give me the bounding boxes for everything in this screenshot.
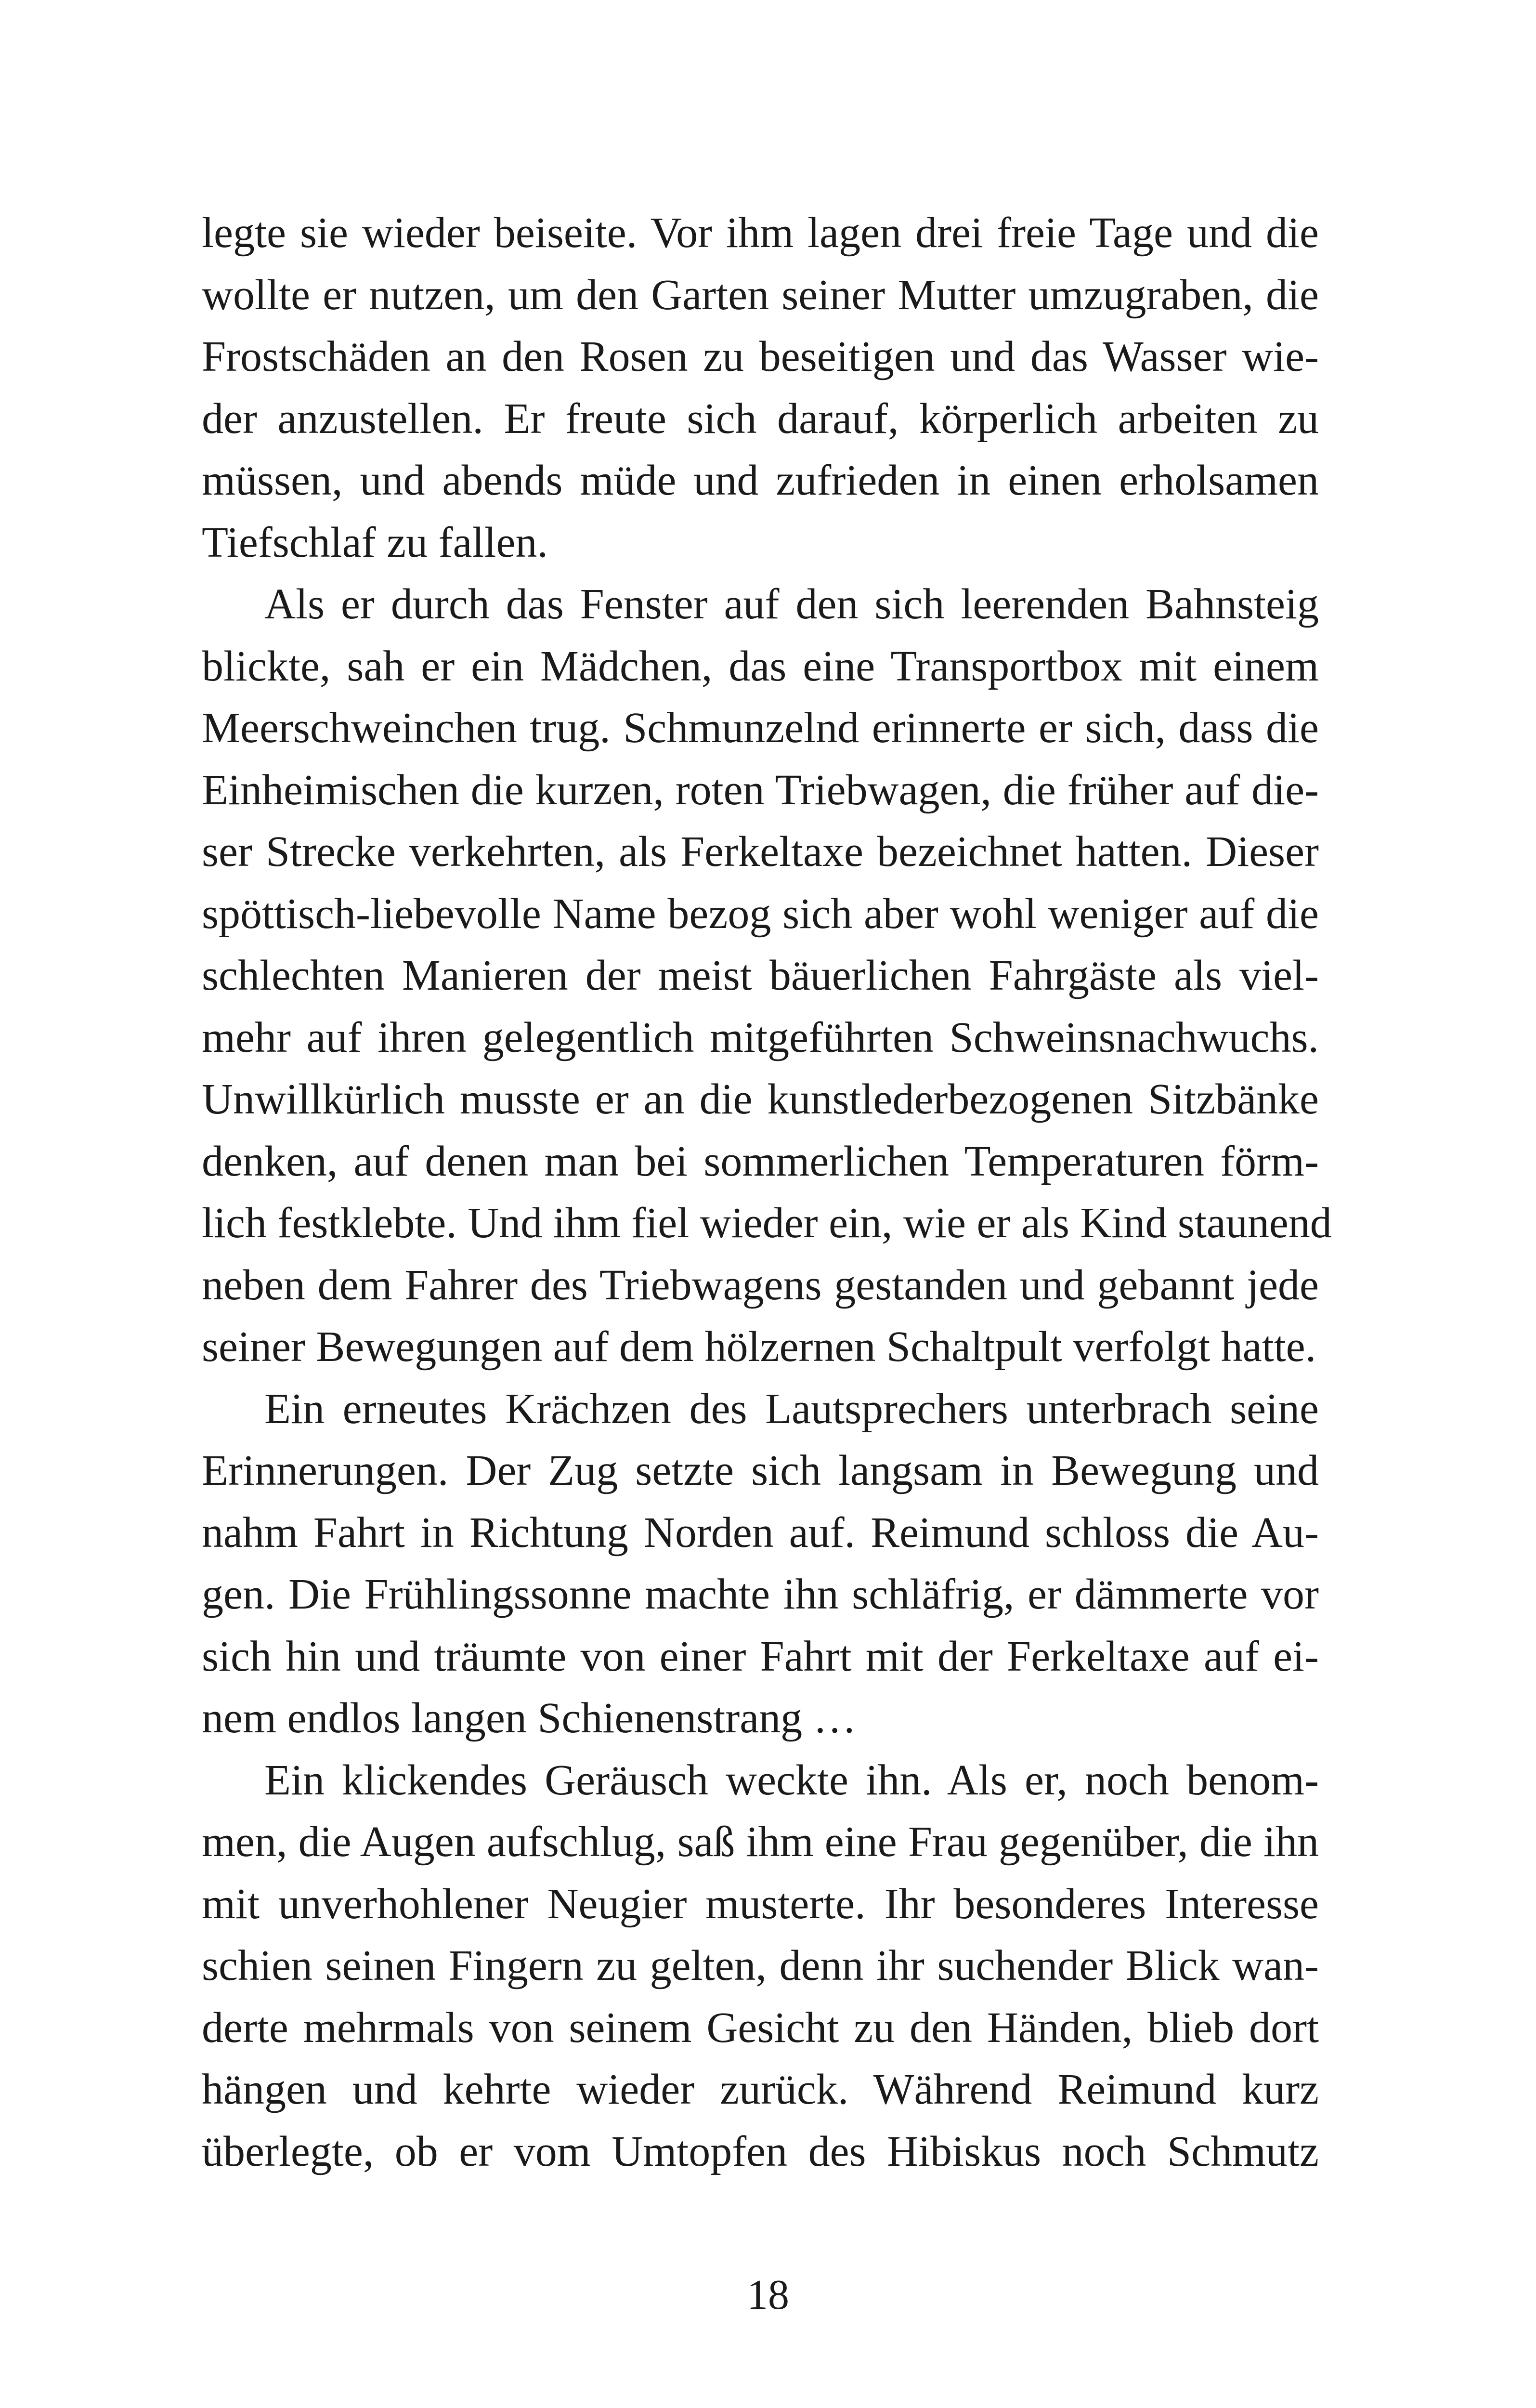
- text-line: seiner Bewegungen auf dem hölzernen Schaltpult verfolgt hatte.: [202, 1323, 1316, 1371]
- text-line: Als er durch das Fenster auf den sich leerenden Bahnsteig: [264, 580, 1319, 628]
- text-line: Frostschäden an den Rosen zu beseitigen und das Wasser wie-: [202, 333, 1319, 380]
- text-line: blickte, sah er ein Mädchen, das eine Transportbox mit einem: [202, 642, 1319, 690]
- text-line: nem endlos langen Schienenstrang …: [202, 1694, 857, 1742]
- text-line: der anzustellen. Er freute sich darauf, körperlich arbeiten zu: [202, 394, 1319, 443]
- text-line: überlegte, ob er vom Umtopfen des Hibiskus noch Schmutz: [202, 2127, 1319, 2175]
- text-line: derte mehrmals von seinem Gesicht zu den Händen, blieb dort: [202, 2003, 1319, 2052]
- text-line: Unwillkürlich musste er an die kunstlederbezogenen Sitzbänke: [202, 1075, 1319, 1123]
- text-line: schlechten Manieren der meist bäuerlichen Fahrgäste als viel-: [202, 952, 1319, 999]
- body-text: [202, 202, 1332, 2183]
- text-line: gen. Die Frühlingssonne machte ihn schläfrig, er dämmerte vor: [202, 1570, 1319, 1618]
- text-line: Einheimischen die kurzen, roten Triebwagen, die früher auf die-: [202, 766, 1319, 814]
- text-line: mehr auf ihren gelegentlich mitgeführten Schweinsnachwuchs.: [202, 1013, 1319, 1061]
- text-line: Ein klickendes Geräusch weckte ihn. Als er, noch benom-: [264, 1756, 1319, 1804]
- text-line: legte sie wieder beiseite. Vor ihm lagen drei freie Tage und die: [202, 209, 1319, 257]
- text-line: men, die Augen aufschlug, saß ihm eine Frau gegenüber, die ihn: [202, 1818, 1319, 1866]
- text-line: Tiefschlaf zu fallen.: [202, 518, 548, 566]
- text-line: denken, auf denen man bei sommerlichen Temperaturen förm-: [202, 1137, 1319, 1185]
- text-line: hängen und kehrte wieder zurück. Während Reimund kurz: [202, 2066, 1319, 2113]
- text-line: wollte er nutzen, um den Garten seiner Mutter umzugraben, die: [202, 271, 1319, 319]
- text-line: Erinnerungen. Der Zug setzte sich langsam in Bewegung und: [202, 1447, 1319, 1494]
- text-line: sich hin und träumte von einer Fahrt mit der Ferkeltaxe auf ei-: [202, 1632, 1319, 1680]
- text-line: müssen, und abends müde und zufrieden in einen erholsamen: [202, 457, 1319, 504]
- text-line: ser Strecke verkehrten, als Ferkeltaxe bezeichnet hatten. Dieser: [202, 828, 1319, 876]
- text-line: spöttisch-liebevolle Name bezog sich aber wohl weniger auf die: [202, 890, 1319, 938]
- text-line: schien seinen Fingern zu gelten, denn ihr suchender Blick wan-: [202, 1942, 1319, 1989]
- text-line: nahm Fahrt in Richtung Norden auf. Reimund schloss die Au-: [202, 1508, 1319, 1557]
- text-line: mit unverhohlener Neugier musterte. Ihr besonderes Interesse: [202, 1880, 1319, 1928]
- text-line: Meerschweinchen trug. Schmunzelnd erinnerte er sich, dass die: [202, 704, 1319, 752]
- text-line: neben dem Fahrer des Triebwagens gestanden und gebannt jede: [202, 1261, 1319, 1309]
- page-number: 18: [747, 2272, 789, 2318]
- text-line: Ein erneutes Krächzen des Lautsprechers unterbrach seine: [264, 1385, 1319, 1433]
- text-line: lich festklebte. Und ihm fiel wieder ein, wie er als Kind staunend: [202, 1199, 1332, 1247]
